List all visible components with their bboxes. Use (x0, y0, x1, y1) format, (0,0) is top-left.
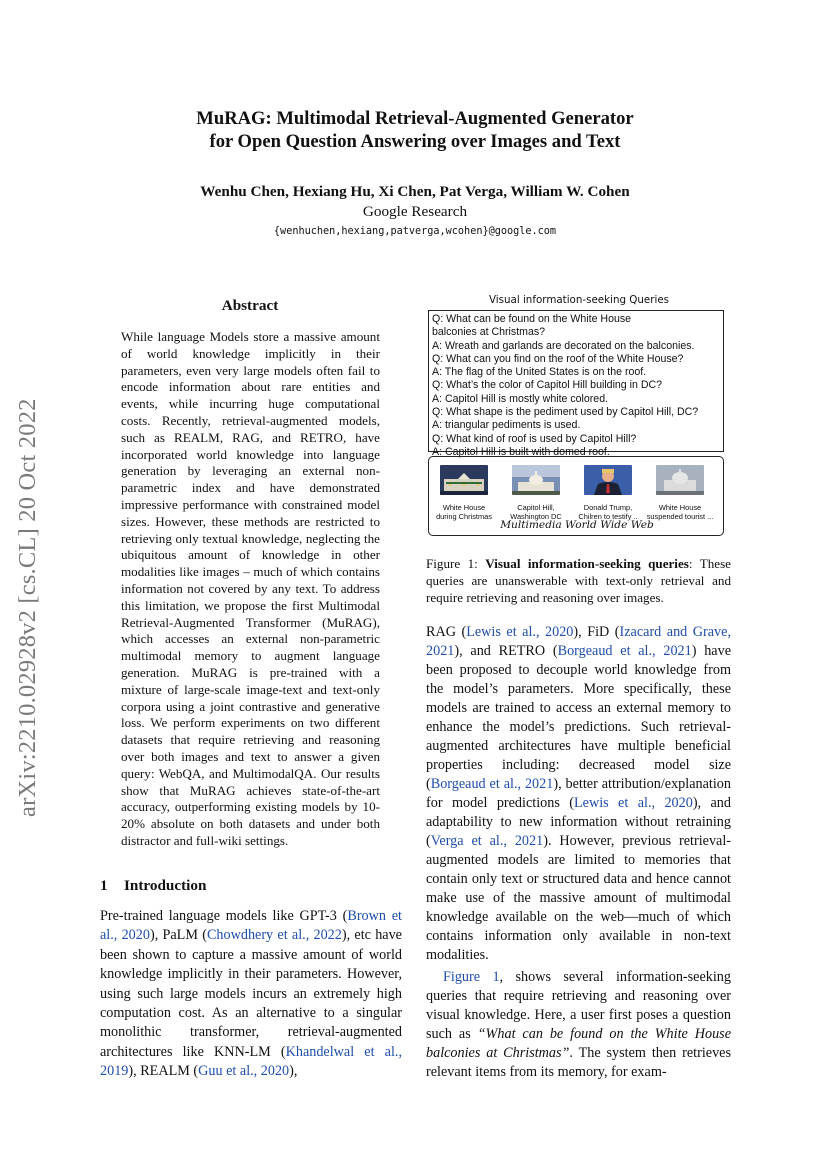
multimedia-web-box (428, 456, 724, 536)
qa-line: A: triangular pediments is used. (432, 419, 581, 432)
arxiv-identifier: arXiv:2210.02928v2 [cs.CL] 20 Oct 2022 (14, 398, 41, 818)
text-run: ), FiD ( (573, 624, 620, 640)
caption-line: suspended tourist ... (646, 512, 714, 521)
caption-line: Capitol Hill, (517, 503, 555, 512)
introduction-paragraph (100, 907, 402, 1082)
qa-box (428, 310, 724, 458)
citation-link[interactable]: Guu et al., 2020 (198, 1063, 290, 1080)
text-run: ), REALM ( (128, 1063, 199, 1080)
capitol-hill-image (512, 465, 560, 495)
white-house-tourist-image (656, 465, 704, 495)
qa-line: Q: What kind of roof is used by Capitol Hill? (432, 432, 637, 445)
section-title: Introduction (124, 877, 207, 894)
caption-line: during Christmas (436, 512, 492, 521)
caption-text: : These queries are unanswerable with text-only retrieval and require retrieving and reasoning over images. (426, 556, 731, 605)
caption-label: Figure 1: (426, 556, 478, 571)
figure-1 (428, 293, 730, 543)
title-line-1: MuRAG: Multimodal Retrieval-Augmented Generator (196, 108, 634, 129)
paragraph (426, 968, 731, 1082)
citation-link[interactable]: Borgeaud et al., 2021 (557, 643, 692, 659)
qa-line: balconies at Christmas? (432, 326, 546, 339)
text-run: ), and adaptability to new information without retraining ( (426, 795, 731, 849)
figure-caption (426, 556, 731, 606)
abstract-heading: Abstract (221, 297, 279, 314)
citation-link[interactable]: Izacard and Grave, 2021 (426, 624, 731, 659)
caption-bold: Visual information-seeking queries (485, 556, 689, 571)
text-run: ), etc have been shown to capture a massive amount of world knowledge implicitly in their parameters. However, using such large models incurs an extremely high computation cost. As an alternative to a singular monolithic transformer, retrieval-augmented architectures like KNN-LM ( (100, 927, 402, 1060)
caption-line: White House (658, 503, 702, 512)
qa-line: A: Wreath and garlands are decorated on the balconies. (432, 339, 695, 352)
donald-trump-image (584, 465, 632, 495)
paper-title (120, 107, 710, 153)
text-run: RAG ( (426, 624, 467, 640)
qa-line: A: Capitol Hill is mostly white colored. (432, 392, 609, 405)
text-run: , shows several information-seeking queries that require retrieving and reasoning over visual knowledge. Here, a user first poses a question such as (426, 969, 731, 1042)
author-list: Wenhu Chen, Hexiang Hu, Xi Chen, Pat Verga, William W. Cohen (200, 183, 630, 200)
title-line-2: for Open Question Answering over Images and Text (209, 131, 621, 152)
text-run: ), and RETRO ( (454, 643, 558, 659)
figure-reference-link[interactable]: Figure 1 (443, 969, 500, 985)
caption-line: Donald Trump, (583, 503, 633, 512)
qa-line: Q: What can you find on the roof of the White House? (432, 352, 684, 365)
citation-link[interactable]: Borgeaud et al., 2021 (430, 776, 554, 792)
quoted-question: “What can be found on the White House balconies at Christmas” (426, 1026, 731, 1061)
citation-link[interactable]: Brown et al., 2020 (100, 908, 402, 944)
abstract-text: While language Models store a massive amount of world knowledge implicitly in their parameters, even very large models often fail to encode information about rare entities and events, while incurring huge computational costs. Recently, retrieval-augmented models, such as REALM, RAG, and RETRO, have incorporated world knowledge into language generation by leveraging an external non-parametric index and have demonstrated impressive performance with constrained model sizes. However, these methods are restricted to retrieving only textual knowledge, neglecting the ubiquitous amount of knowledge in other modalities like images – much of which contains information not covered by any text. To address this limitation, we propose the first Multimodal Retrieval-Augmented Transformer (MuRAG), which accesses an external non-parametric multimodal memory to augment language generation. MuRAG is pre-trained with a mixture of large-scale image-text and text-only corpora using a joint contrastive and generative loss. We perform experiments on two different datasets that require retrieving and reasoning over both images and text to answer a given query: WebQA, and MultimodalQA. Our results show that MuRAG achieves state-of-the-art accuracy, outperforming existing models by 10-20% absolute on both datasets and under both distractor and full-wiki settings. (121, 329, 380, 848)
caption-line: Washington DC (510, 512, 562, 521)
qa-line: A: The flag of the United States is on the roof. (432, 366, 647, 379)
caption-line: Chilren to testify .. (578, 512, 638, 521)
citation-link[interactable]: Lewis et al., 2020 (466, 624, 574, 640)
caption-line: White House (442, 503, 486, 512)
qa-line: A: Capitol Hill is built with domed roof. (432, 445, 610, 458)
right-column-text (426, 623, 731, 1082)
web-box-title: Multimedia World Wide Web (500, 519, 654, 531)
qa-line: Q: What’s the color of Capitol Hill building in DC? (432, 379, 663, 392)
text-run: . The system then retrieves relevant items from its memory, for exam- (426, 1045, 731, 1080)
qa-line: Q: What shape is the pediment used by Capitol Hill, DC? (432, 406, 699, 419)
affiliation: Google Research (362, 203, 468, 220)
paragraph (426, 623, 731, 965)
text-run: ), (289, 1063, 298, 1080)
text-run: ) have been proposed to decouple world knowledge from the model’s parameters. More specifically, these models are trained to access an external memory to enhance the model’s predictions. Such retrieval-augmented architectures have multiple beneficial properties including: decreased model size ( (426, 643, 731, 792)
author-emails: {wenhuchen,hexiang,patverga,wcohen}@google.com (273, 226, 557, 237)
citation-link[interactable]: Chowdhery et al., 2022 (206, 927, 342, 944)
section-heading-introduction (100, 877, 206, 895)
text-run: ), PaLM ( (149, 927, 207, 944)
text-run: ). However, previous retrieval-augmented models are limited to memories that contain only text or structured data and hence cannot make use of the massive amount of multimodal knowledge available on the web—much of which contains information only available in non-text modalities. (426, 833, 732, 963)
text-run: Pre-trained language models like GPT-3 ( (100, 908, 348, 924)
text-run: ), better attribution/explanation for model predictions ( (426, 776, 731, 811)
figure-title: Visual information-seeking Queries (488, 294, 670, 306)
qa-line: Q: What can be found on the White House (432, 313, 632, 325)
citation-link[interactable]: Lewis et al., 2020 (573, 795, 693, 811)
citation-link[interactable]: Khandelwal et al., 2019 (100, 1043, 402, 1080)
citation-link[interactable]: Verga et al., 2021 (430, 833, 544, 849)
section-number: 1 (100, 877, 108, 894)
white-house-christmas-image (440, 465, 488, 495)
